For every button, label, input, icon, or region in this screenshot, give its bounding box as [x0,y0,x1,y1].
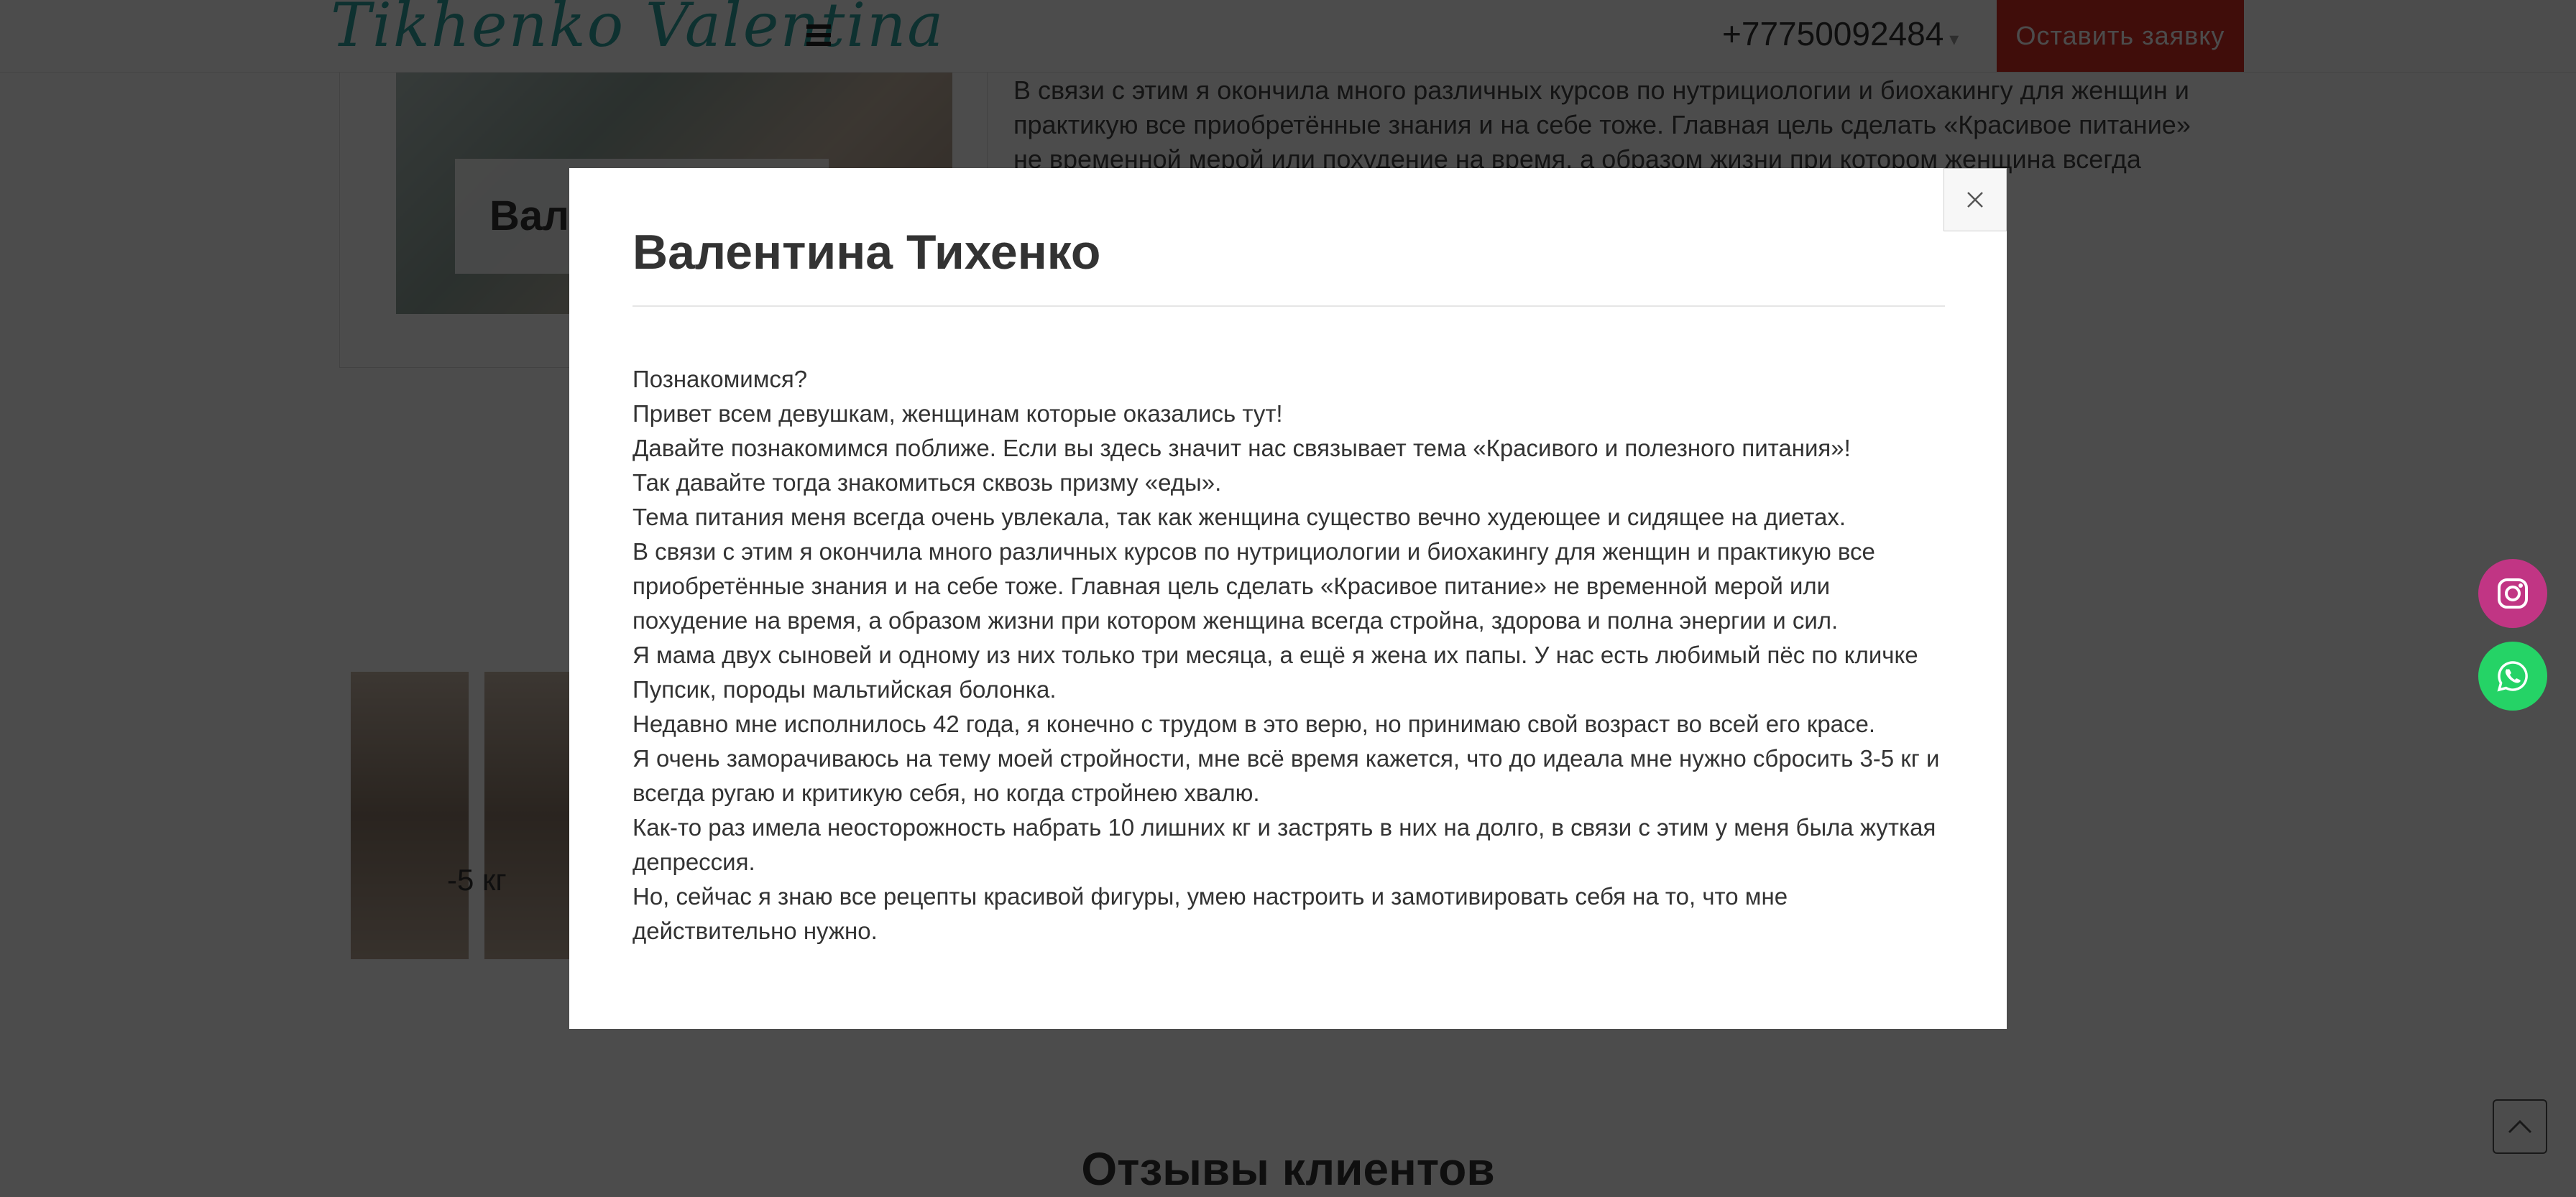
bio-modal [569,168,2007,1029]
close-button[interactable] [1944,168,2007,231]
bio-paragraph: В связи с этим я окончила много различных курсов по нутрициологии и биохакингу для женщин и практикую все приобретённые знания и на себе тоже. Главная цель сделать «Красивое питание» не временной мерой или похудение на время, а образом жизни при котором женщина всегда стройна, здорова и полна энергии и сил. [632,538,1875,634]
modal-divider [632,305,1945,307]
bio-paragraph: Тема питания меня всегда очень увлекала, так как женщина существо вечно худеющее и сидящее на диетах. [632,504,1846,530]
close-icon [1966,190,1984,209]
bio-paragraph: Познакомимся? [632,366,808,392]
modal-title: Валентина Тихенко [632,225,1101,279]
instagram-icon [2496,576,2530,611]
bio-paragraph: Недавно мне исполнилось 42 года, я конечно с трудом в это верю, но принимаю свой возраст во всей его красе. [632,711,1876,737]
bio-paragraph: Давайте познакомимся поближе. Если вы здесь значит нас связывает тема «Красивого и полезного питания»! [632,435,1851,461]
whatsapp-button[interactable] [2478,642,2547,711]
bio-paragraph: Так давайте тогда знакомиться сквозь призму «еды». [632,469,1222,496]
bio-paragraph: Как-то раз имела неосторожность набрать 10 лишних кг и застрять в них на долго, в связи с этим у меня была жуткая депрессия. [632,814,1936,875]
bio-paragraph: Я очень заморачиваюсь на тему моей стройности, мне всё время кажется, что до идеала мне нужно сбросить 3-5 кг и всегда ругаю и критикую себя, но когда стройнею хвалю. [632,745,1940,806]
bio-paragraph: Я мама двух сыновей и одному из них только три месяца, а ещё я жена их папы. У нас есть любимый пёс по кличке Пупсик, породы мальтийская болонка. [632,642,1918,703]
instagram-button[interactable] [2478,559,2547,628]
whatsapp-icon [2496,659,2530,693]
bio-paragraph: Но, сейчас я знаю все рецепты красивой фигуры, умею настроить и замотивировать себя на то, что мне действительно нужно. [632,883,1788,944]
bio-paragraph: Привет всем девушкам, женщинам которые оказались тут! [632,400,1283,427]
modal-body [632,362,1948,948]
